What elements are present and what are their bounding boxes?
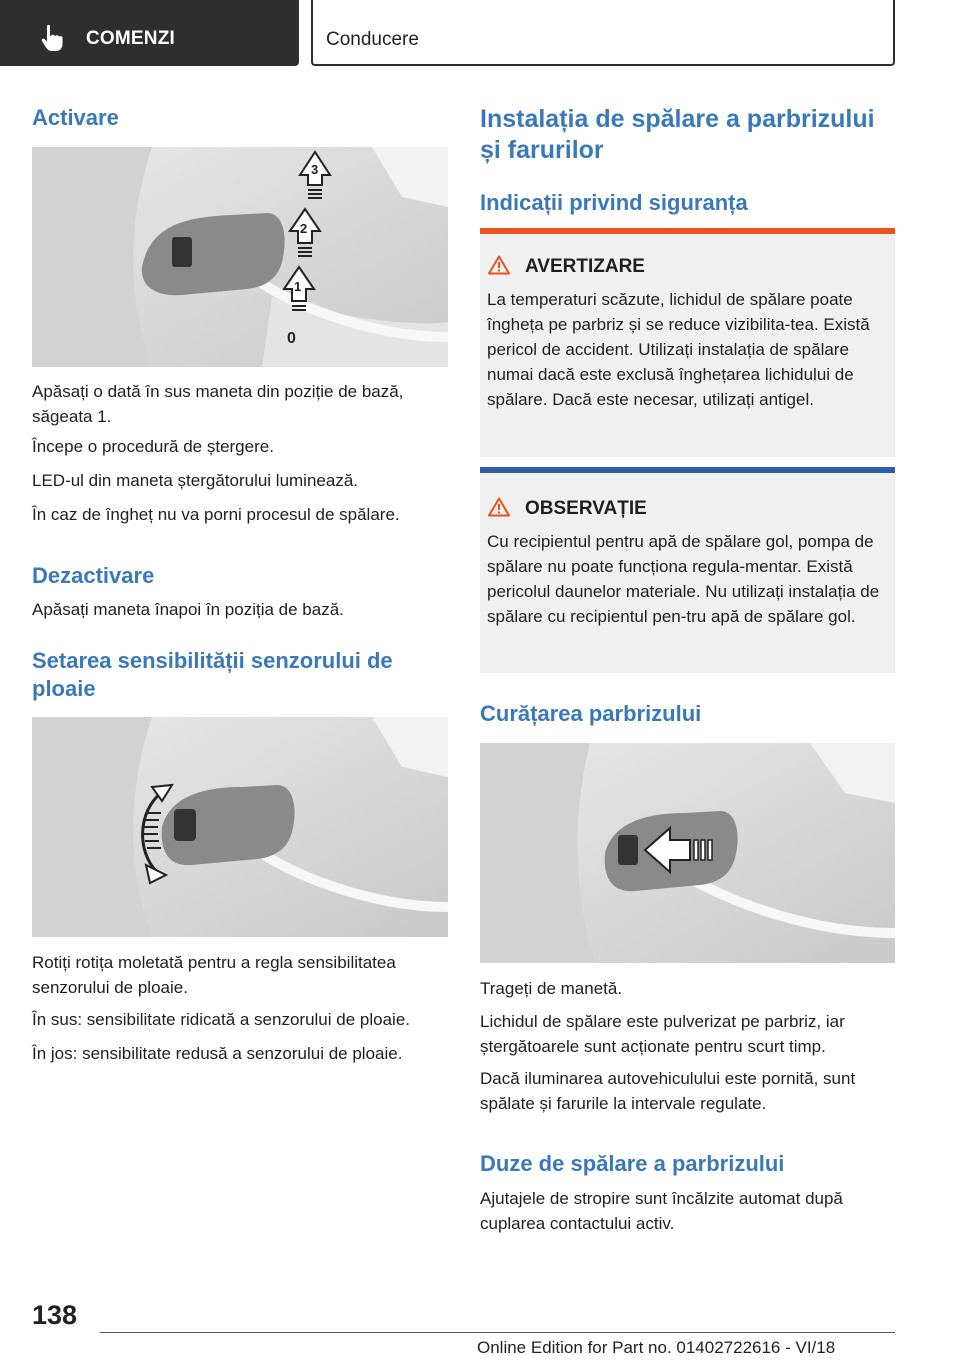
warning-text: La temperaturi scăzute, lichidul de spălare poate îngheța pe parbriz și se reduce vizibilita-tea. Există pericol de accident. Utilizați instalația de spălare numai dacă este exclusă înghețarea lichidului de spălare. Dacă este necesar, utilizați antigel. [487,290,870,409]
page-number: 138 [32,1300,78,1330]
warning-box [480,228,895,457]
cleaning-heading: Curățarea parbrizului [480,701,702,726]
notice-triangle-icon [488,497,510,517]
sensor-paragraph-3: În jos: sensibilitate redusă a senzorului de ploaie. [32,1044,403,1063]
activare-paragraph-1: Apăsați o dată în sus maneta din poziție de bază, săgeata 1. [32,382,404,426]
activare-paragraph-2: Începe o procedură de ștergere. [32,437,274,456]
sensor-heading: Setarea sensibilității senzorului de ploaie [32,648,393,701]
nozzles-paragraph: Ajutajele de stropire sunt încălzite automat după cuplarea contactului activ. [480,1189,843,1233]
chapter-tab[interactable] [311,0,895,66]
rain-sensor-wheel-image [32,717,448,937]
cleaning-paragraph-2: Lichidul de spălare este pulverizat pe parbriz, iar ștergătoarele sunt acționate pentru scurt timp. [480,1012,845,1056]
notice-text: Cu recipientul pentru apă de spălare gol, pompa de spălare nu poate funcționa regula-mentar. Există pericolul daunelor materiale. Nu utilizați instalația de spălare cu recipientul pen-tru apă de spălare gol. [487,532,880,626]
notice-bar [480,467,895,473]
sensor-paragraph-1: Rotiți rotița moletată pentru a regla sensibilitatea senzorului de ploaie. [32,953,396,997]
activare-heading: Activare [32,105,119,130]
activare-paragraph-4: În caz de îngheț nu va porni procesul de spălare. [32,505,400,524]
dezactivare-paragraph: Apăsați maneta înapoi în poziția de bază. [32,600,344,619]
chapter-label: Conducere [326,29,419,50]
section-tab-label: COMENZI [86,28,176,49]
hand-pointer-icon [40,24,64,52]
warning-bar [480,228,895,234]
footer-divider [100,1332,895,1333]
arrow-label-3: 3 [311,162,319,177]
warning-title: AVERTIZARE [525,256,645,277]
cleaning-paragraph-1: Trageți de manetă. [480,979,623,998]
main-heading: Instalația de spălare a parbrizului și farurilor [480,105,875,164]
sensor-paragraph-2: În sus: sensibilitate ridicată a senzorului de ploaie. [32,1010,410,1029]
activare-paragraph-3: LED-ul din maneta ștergătorului luminează. [32,471,359,490]
arrow-label-1: 1 [294,279,302,294]
warning-triangle-icon [488,255,510,275]
safety-heading: Indicații privind siguranța [480,190,748,215]
notice-title: OBSERVAȚIE [525,498,647,519]
wiper-stalk-pull-image [480,743,895,963]
dezactivare-heading: Dezactivare [32,563,155,588]
arrow-label-0: 0 [287,330,296,347]
wiper-stalk-up-image [32,147,448,367]
notice-box [480,467,895,673]
section-tab[interactable] [0,0,299,66]
nozzles-heading: Duze de spălare a parbrizului [480,1151,785,1176]
footer-edition: Online Edition for Part no. 01402722616 - VI/18 [477,1338,836,1357]
arrow-label-2: 2 [300,221,308,236]
cleaning-paragraph-3: Dacă iluminarea autovehiculului este pornită, sunt spălate și farurile la intervale regulate. [480,1069,856,1113]
